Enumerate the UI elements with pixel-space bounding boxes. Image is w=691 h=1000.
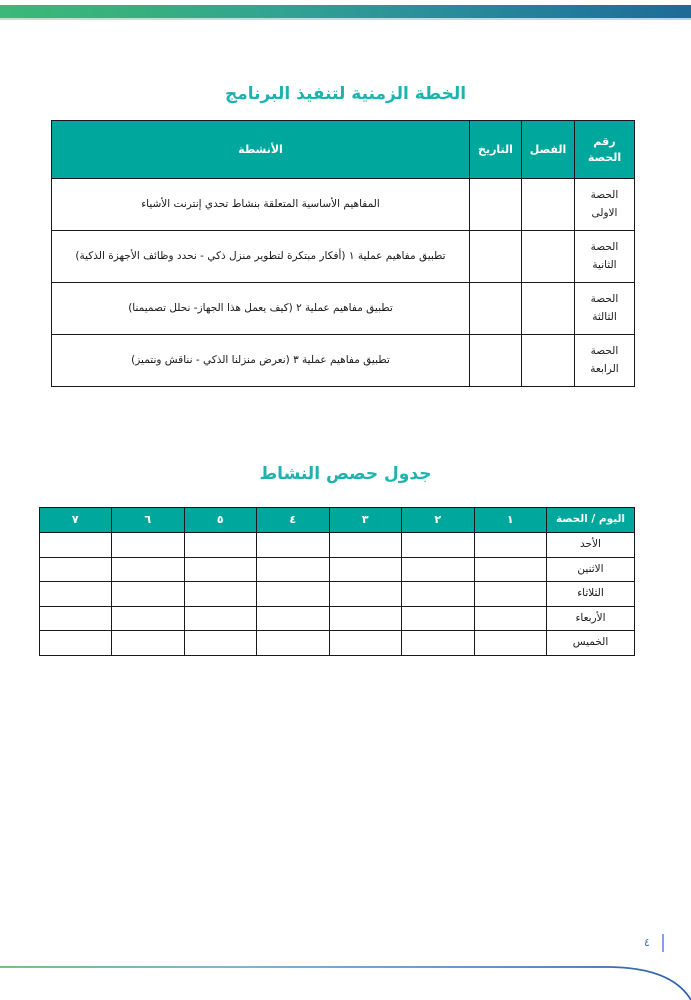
table-row (39, 533, 635, 558)
plan-cell-session (575, 335, 635, 387)
plan-session-line1: الحصة (590, 240, 619, 253)
schedule-cell-slot[interactable] (112, 631, 185, 656)
table-row (39, 582, 635, 607)
schedule-cell-slot[interactable] (39, 533, 112, 558)
schedule-cell-day: الأحد (547, 533, 635, 558)
plan-cell-date[interactable] (470, 335, 522, 387)
schedule-cell-slot[interactable] (112, 606, 185, 631)
table-row (52, 335, 635, 387)
plan-cell-class[interactable] (522, 179, 575, 231)
plan-cell-activity: تطبيق مفاهيم عملية ٣ (نعرض منزلنا الذكي - نناقش ونتميز) (52, 335, 470, 387)
schedule-cell-slot[interactable] (39, 606, 112, 631)
schedule-cell-slot[interactable] (257, 533, 330, 558)
schedule-cell-slot[interactable] (329, 631, 402, 656)
schedule-cell-slot[interactable] (39, 631, 112, 656)
schedule-cell-slot[interactable] (112, 557, 185, 582)
plan-session-line2: الرابعة (590, 362, 619, 375)
table-row (52, 179, 635, 231)
schedule-cell-slot[interactable] (329, 557, 402, 582)
plan-cell-activity: تطبيق مفاهيم عملية ٢ (كيف يعمل هذا الجهاز- نحلل تصميمنا) (52, 283, 470, 335)
header-underline (0, 18, 691, 20)
schedule-cell-day: الأربعاء (547, 606, 635, 631)
plan-cell-date[interactable] (470, 179, 522, 231)
schedule-cell-slot[interactable] (257, 606, 330, 631)
schedule-table-head (39, 508, 635, 533)
plan-session-line1: الحصة (590, 292, 619, 305)
schedule-cell-slot[interactable] (184, 557, 257, 582)
plan-cell-class[interactable] (522, 231, 575, 283)
schedule-cell-slot[interactable] (402, 606, 475, 631)
schedule-cell-day: الاثنين (547, 557, 635, 582)
page-number: ٤ (644, 936, 650, 949)
schedule-cell-slot[interactable] (184, 533, 257, 558)
plan-header-session-number-line2: الحصة (587, 150, 622, 164)
schedule-cell-slot[interactable] (184, 606, 257, 631)
table-row (52, 283, 635, 335)
table-row (39, 557, 635, 582)
plan-cell-activity: المفاهيم الأساسية المتعلقة بنشاط تحدي إنترنت الأشياء (52, 179, 470, 231)
plan-table-body (52, 179, 635, 387)
plan-cell-session (575, 283, 635, 335)
schedule-cell-day: الخميس (547, 631, 635, 656)
plan-cell-class[interactable] (522, 283, 575, 335)
plan-session-line1: الحصة (590, 188, 619, 201)
schedule-section-title: جدول حصص النشاط (259, 464, 432, 484)
activity-schedule-table (39, 507, 636, 656)
schedule-header-slot-1: ١ (474, 508, 547, 533)
schedule-header-slot-6: ٦ (112, 508, 185, 533)
plan-table-head (52, 121, 635, 179)
schedule-cell-slot[interactable] (474, 557, 547, 582)
schedule-header-slot-7: ٧ (39, 508, 112, 533)
schedule-cell-slot[interactable] (184, 582, 257, 607)
schedule-cell-slot[interactable] (112, 533, 185, 558)
schedule-cell-slot[interactable] (257, 557, 330, 582)
schedule-header-slot-5: ٥ (184, 508, 257, 533)
plan-session-line1: الحصة (590, 344, 619, 357)
schedule-cell-day: الثلاثاء (547, 582, 635, 607)
schedule-cell-slot[interactable] (329, 606, 402, 631)
schedule-cell-slot[interactable] (474, 582, 547, 607)
plan-section-title: الخطة الزمنية لتنفيذ البرنامج (224, 84, 467, 104)
plan-header-activities: الأنشطة (52, 121, 470, 179)
schedule-header-slot-3: ٣ (329, 508, 402, 533)
plan-header-session-number (575, 121, 635, 179)
table-row (39, 631, 635, 656)
schedule-header-day-slot: اليوم / الحصة (547, 508, 635, 533)
header-decoration (0, 0, 691, 24)
schedule-cell-slot[interactable] (402, 557, 475, 582)
page-number-divider (662, 934, 664, 952)
schedule-cell-slot[interactable] (474, 533, 547, 558)
plan-session-line2: الاولى (591, 206, 618, 219)
plan-cell-date[interactable] (470, 231, 522, 283)
plan-header-date: التاريخ (470, 121, 522, 179)
schedule-cell-slot[interactable] (402, 533, 475, 558)
plan-session-line2: الثالثة (592, 310, 617, 323)
table-row (52, 231, 635, 283)
schedule-cell-slot[interactable] (39, 582, 112, 607)
schedule-cell-slot[interactable] (39, 557, 112, 582)
schedule-header-slot-4: ٤ (257, 508, 330, 533)
plan-cell-activity: تطبيق مفاهيم عملية ١ (أفكار مبتكرة لتطوير منزل ذكي - نحدد وظائف الأجهزة الذكية) (52, 231, 470, 283)
schedule-cell-slot[interactable] (402, 631, 475, 656)
plan-cell-session (575, 231, 635, 283)
schedule-cell-slot[interactable] (402, 582, 475, 607)
schedule-cell-slot[interactable] (329, 582, 402, 607)
footer-decoration (0, 952, 691, 1000)
schedule-table-body (39, 533, 635, 656)
schedule-cell-slot[interactable] (184, 631, 257, 656)
plan-header-session-number-line1: رقم (593, 134, 616, 148)
plan-cell-class[interactable] (522, 335, 575, 387)
schedule-cell-slot[interactable] (112, 582, 185, 607)
plan-header-class: الفصل (522, 121, 575, 179)
schedule-header-row (39, 508, 635, 533)
schedule-cell-slot[interactable] (474, 631, 547, 656)
schedule-cell-slot[interactable] (257, 631, 330, 656)
schedule-cell-slot[interactable] (329, 533, 402, 558)
footer-curve-icon (0, 952, 691, 1000)
plan-cell-session (575, 179, 635, 231)
schedule-cell-slot[interactable] (474, 606, 547, 631)
schedule-header-slot-2: ٢ (402, 508, 475, 533)
table-row (39, 606, 635, 631)
timeline-plan-table (51, 120, 635, 387)
plan-header-row (52, 121, 635, 179)
plan-cell-date[interactable] (470, 283, 522, 335)
schedule-cell-slot[interactable] (257, 582, 330, 607)
header-gradient-bar (0, 5, 691, 18)
plan-session-line2: الثانية (592, 258, 617, 271)
